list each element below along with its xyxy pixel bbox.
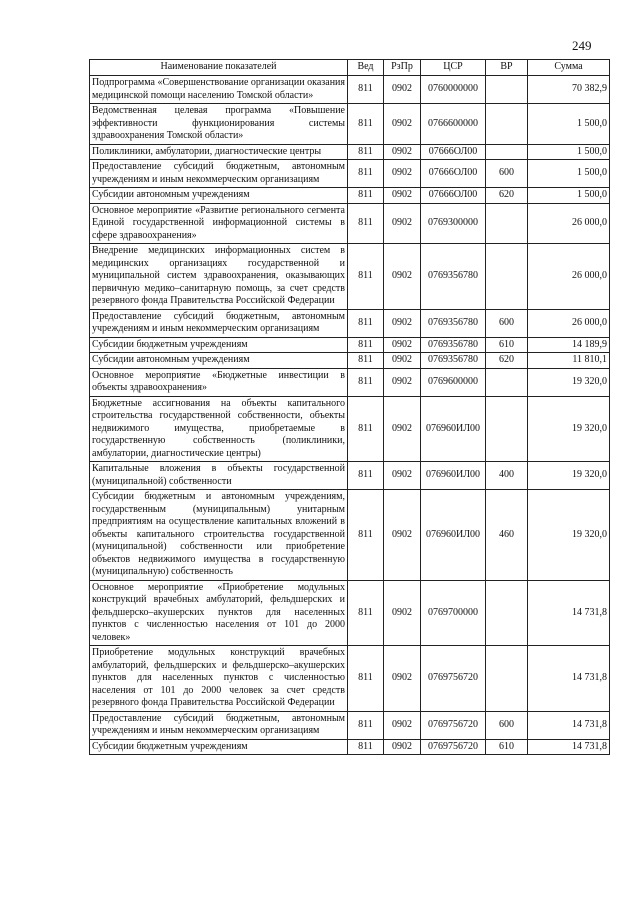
cell-sum: 1 500,0 — [528, 104, 610, 145]
cell-rzpr: 0902 — [384, 104, 421, 145]
cell-sum: 14 731,8 — [528, 580, 610, 646]
cell-ved: 811 — [348, 144, 384, 160]
column-header-ved: Вед — [348, 60, 384, 76]
cell-rzpr: 0902 — [384, 646, 421, 712]
table-row — [90, 244, 610, 310]
cell-ved: 811 — [348, 203, 384, 244]
table-row — [90, 309, 610, 337]
cell-ved: 811 — [348, 580, 384, 646]
column-header-csr: ЦСР — [421, 60, 486, 76]
cell-csr: 076960ИЛ00 — [421, 490, 486, 581]
cell-sum: 19 320,0 — [528, 396, 610, 462]
cell-name: Основное мероприятие «Бюджетные инвестиции в объекты здравоохранения» — [90, 368, 348, 396]
cell-rzpr: 0902 — [384, 580, 421, 646]
cell-ved: 811 — [348, 462, 384, 490]
cell-vr: 600 — [486, 160, 528, 188]
cell-sum: 14 189,9 — [528, 337, 610, 353]
cell-vr — [486, 580, 528, 646]
cell-ved: 811 — [348, 353, 384, 369]
table-row — [90, 396, 610, 462]
column-header-rzpr: РзПр — [384, 60, 421, 76]
cell-sum: 14 731,8 — [528, 711, 610, 739]
cell-vr — [486, 368, 528, 396]
table-row — [90, 462, 610, 490]
cell-name: Предоставление субсидий бюджетным, автономным учреждениям и иным некоммерческим организациям — [90, 160, 348, 188]
cell-name: Субсидии автономным учреждениям — [90, 188, 348, 204]
cell-rzpr: 0902 — [384, 396, 421, 462]
table-row — [90, 490, 610, 581]
cell-name: Бюджетные ассигнования на объекты капитального строительства государственной собственности, объекты недвижимого имущества, приобретаемые в государственную собственность (поликлиники, амбулатории, диагностические центры) — [90, 396, 348, 462]
cell-csr: 0769700000 — [421, 580, 486, 646]
cell-csr: 0769356780 — [421, 337, 486, 353]
cell-vr: 600 — [486, 309, 528, 337]
cell-sum: 14 731,8 — [528, 739, 610, 755]
cell-ved: 811 — [348, 490, 384, 581]
cell-vr: 610 — [486, 739, 528, 755]
cell-sum: 11 810,1 — [528, 353, 610, 369]
cell-rzpr: 0902 — [384, 711, 421, 739]
cell-sum: 70 382,9 — [528, 76, 610, 104]
cell-csr: 07666ОЛ00 — [421, 160, 486, 188]
cell-csr: 0769756720 — [421, 739, 486, 755]
table-row — [90, 353, 610, 369]
cell-name: Подпрограмма «Совершенствование организации оказания медицинской помощи населению Томской области» — [90, 76, 348, 104]
cell-rzpr: 0902 — [384, 160, 421, 188]
cell-ved: 811 — [348, 368, 384, 396]
cell-csr: 0766600000 — [421, 104, 486, 145]
cell-name: Субсидии бюджетным и автономным учреждениям, государственным (муниципальным) унитарным предприятиям на осуществление капитальных вложений в объекты капитального строительства государственной (муниципальной) собственности или приобретение объектов недвижимого имущества в государственную (муниципальную) собственность — [90, 490, 348, 581]
cell-sum: 1 500,0 — [528, 188, 610, 204]
cell-vr: 600 — [486, 711, 528, 739]
cell-sum: 19 320,0 — [528, 490, 610, 581]
cell-ved: 811 — [348, 646, 384, 712]
table-row — [90, 144, 610, 160]
cell-vr — [486, 104, 528, 145]
cell-sum: 1 500,0 — [528, 144, 610, 160]
cell-name: Приобретение модульных конструкций врачебных амбулаторий, фельдшерских и фельдшерско–акушерских пунктов для населенных пунктов с численностью населения от 101 до 2000 человек за счет средств резервного фонда Правительства Российской Федерации — [90, 646, 348, 712]
cell-ved: 811 — [348, 244, 384, 310]
table-row — [90, 76, 610, 104]
column-header-sum: Сумма — [528, 60, 610, 76]
cell-vr: 400 — [486, 462, 528, 490]
cell-csr: 0769756720 — [421, 646, 486, 712]
cell-sum: 26 000,0 — [528, 309, 610, 337]
cell-ved: 811 — [348, 188, 384, 204]
cell-vr — [486, 76, 528, 104]
cell-csr: 076960ИЛ00 — [421, 462, 486, 490]
budget-table — [89, 59, 610, 755]
cell-vr — [486, 646, 528, 712]
column-header-name: Наименование показателей — [90, 60, 348, 76]
cell-csr: 07666ОЛ00 — [421, 188, 486, 204]
cell-rzpr: 0902 — [384, 490, 421, 581]
column-header-vr: ВР — [486, 60, 528, 76]
cell-name: Капитальные вложения в объекты государственной (муниципальной) собственности — [90, 462, 348, 490]
cell-name: Субсидии бюджетным учреждениям — [90, 739, 348, 755]
cell-csr: 07666ОЛ00 — [421, 144, 486, 160]
cell-sum: 14 731,8 — [528, 646, 610, 712]
page-number: 249 — [572, 38, 592, 53]
cell-sum: 1 500,0 — [528, 160, 610, 188]
cell-rzpr: 0902 — [384, 739, 421, 755]
cell-sum: 19 320,0 — [528, 462, 610, 490]
cell-sum: 26 000,0 — [528, 203, 610, 244]
cell-rzpr: 0902 — [384, 337, 421, 353]
cell-csr: 0769600000 — [421, 368, 486, 396]
table-row — [90, 739, 610, 755]
cell-rzpr: 0902 — [384, 203, 421, 244]
cell-vr — [486, 396, 528, 462]
table-row — [90, 337, 610, 353]
cell-vr: 620 — [486, 353, 528, 369]
cell-rzpr: 0902 — [384, 368, 421, 396]
cell-rzpr: 0902 — [384, 462, 421, 490]
table-row — [90, 580, 610, 646]
table-row — [90, 188, 610, 204]
cell-vr — [486, 244, 528, 310]
table-header-row — [90, 60, 610, 76]
cell-ved: 811 — [348, 160, 384, 188]
cell-name: Субсидии бюджетным учреждениям — [90, 337, 348, 353]
cell-rzpr: 0902 — [384, 244, 421, 310]
cell-name: Поликлиники, амбулатории, диагностические центры — [90, 144, 348, 160]
cell-name: Основное мероприятие «Приобретение модульных конструкций врачебных амбулаторий, фельдшерских и фельдшерско–акушерских пунктов для населенных пунктов с численностью населения от 101 до 2000 человек» — [90, 580, 348, 646]
cell-rzpr: 0902 — [384, 188, 421, 204]
cell-ved: 811 — [348, 104, 384, 145]
cell-ved: 811 — [348, 739, 384, 755]
cell-ved: 811 — [348, 337, 384, 353]
table-row — [90, 711, 610, 739]
cell-name: Внедрение медицинских информационных систем в медицинских организациях государственной и муниципальной систем здравоохранения, оказывающих первичную медико–санитарную помощь, за счет средств резервного фонда Правительства Российской Федерации — [90, 244, 348, 310]
cell-vr — [486, 144, 528, 160]
cell-ved: 811 — [348, 309, 384, 337]
table-row — [90, 646, 610, 712]
cell-name: Предоставление субсидий бюджетным, автономным учреждениям и иным некоммерческим организациям — [90, 309, 348, 337]
cell-name: Ведомственная целевая программа «Повышение эффективности функционирования системы здравоохранения Томской области» — [90, 104, 348, 145]
cell-vr: 610 — [486, 337, 528, 353]
cell-sum: 19 320,0 — [528, 368, 610, 396]
cell-sum: 26 000,0 — [528, 244, 610, 310]
cell-vr: 460 — [486, 490, 528, 581]
cell-name: Основное мероприятие «Развитие регионального сегмента Единой государственной информационной системы в сфере здравоохранения» — [90, 203, 348, 244]
cell-rzpr: 0902 — [384, 309, 421, 337]
cell-csr: 0769756720 — [421, 711, 486, 739]
table-row — [90, 160, 610, 188]
cell-csr: 0769356780 — [421, 353, 486, 369]
cell-ved: 811 — [348, 76, 384, 104]
cell-vr — [486, 203, 528, 244]
table-row — [90, 104, 610, 145]
table-row — [90, 203, 610, 244]
cell-name: Предоставление субсидий бюджетным, автономным учреждениям и иным некоммерческим организациям — [90, 711, 348, 739]
cell-csr: 0760000000 — [421, 76, 486, 104]
cell-ved: 811 — [348, 396, 384, 462]
cell-ved: 811 — [348, 711, 384, 739]
cell-csr: 0769356780 — [421, 244, 486, 310]
cell-vr: 620 — [486, 188, 528, 204]
cell-rzpr: 0902 — [384, 144, 421, 160]
table-row — [90, 368, 610, 396]
cell-rzpr: 0902 — [384, 353, 421, 369]
cell-name: Субсидии автономным учреждениям — [90, 353, 348, 369]
cell-rzpr: 0902 — [384, 76, 421, 104]
cell-csr: 076960ИЛ00 — [421, 396, 486, 462]
cell-csr: 0769300000 — [421, 203, 486, 244]
cell-csr: 0769356780 — [421, 309, 486, 337]
